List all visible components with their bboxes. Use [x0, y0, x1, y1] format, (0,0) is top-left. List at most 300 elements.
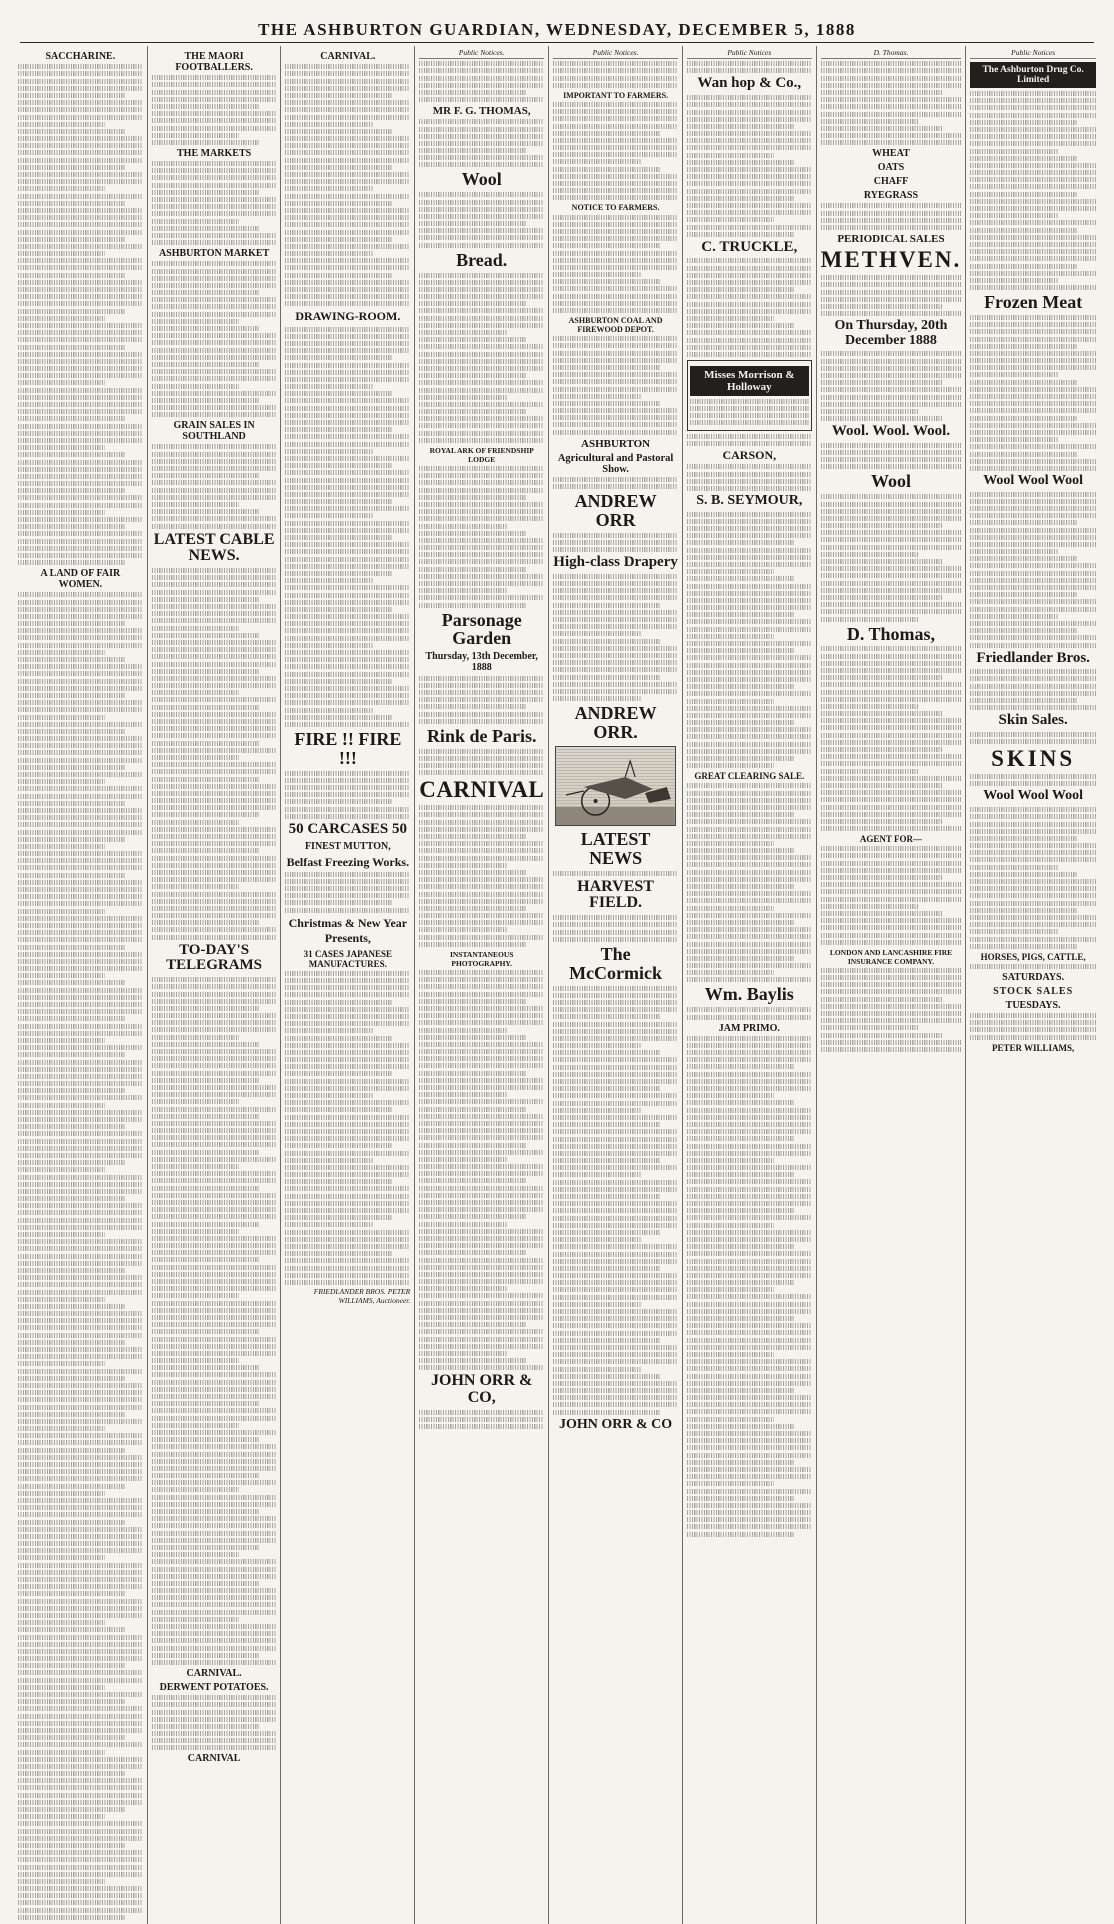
- ad-body: [419, 466, 544, 608]
- text-line: [419, 134, 544, 139]
- text-line: [687, 203, 812, 208]
- ad-body: [553, 215, 678, 313]
- text-line: [687, 898, 812, 903]
- text-line: [285, 79, 410, 84]
- text-line: [18, 179, 143, 184]
- text-line: [285, 585, 410, 590]
- text-line: [553, 660, 678, 665]
- text-line: [970, 739, 1096, 744]
- text-line: [821, 812, 962, 817]
- text-line: [419, 473, 544, 478]
- text-line: [687, 309, 812, 314]
- text-line: [152, 319, 239, 324]
- text-line: [687, 942, 812, 947]
- text-line: [18, 736, 143, 741]
- text-line: [821, 402, 962, 407]
- text-line: [152, 906, 277, 911]
- text-line: [18, 894, 143, 899]
- ad-heading: ASHBURTON COAL AND FIREWOOD DEPOT.: [568, 316, 663, 334]
- text-line: [285, 650, 410, 655]
- text-line: [553, 68, 678, 73]
- text-line: [152, 104, 259, 109]
- text-line: [152, 1380, 277, 1385]
- text-line: [285, 1136, 410, 1141]
- text-line: [821, 711, 942, 716]
- text-line: [970, 492, 1096, 497]
- text-line: [553, 1007, 678, 1012]
- text-line: [687, 68, 812, 73]
- text-line: [285, 814, 410, 819]
- text-line: [821, 366, 962, 371]
- column-6: [683, 46, 817, 1924]
- text-line: [687, 189, 812, 194]
- text-line: [18, 359, 143, 364]
- text-line: [553, 937, 678, 942]
- text-line: [18, 1649, 143, 1654]
- text-line: [687, 855, 812, 860]
- ad-heading: MR F. G. THOMAS,: [432, 105, 531, 118]
- text-line: [687, 1187, 812, 1192]
- text-line: [687, 323, 794, 328]
- ad-heading: LATEST NEWS: [580, 828, 651, 868]
- article-heading: SACCHARINE.: [45, 51, 116, 62]
- text-line: [18, 1153, 143, 1158]
- ad-heading: JOHN ORR & CO,: [431, 1372, 533, 1407]
- text-line: [285, 301, 410, 306]
- text-line: [419, 697, 544, 702]
- text-line: [18, 1383, 143, 1388]
- text-line: [970, 499, 1096, 504]
- text-line: [18, 1290, 143, 1295]
- text-line: [419, 1358, 527, 1363]
- ad-heading: The Ashburton Drug Co. Limited: [970, 62, 1096, 88]
- text-line: [285, 1129, 410, 1134]
- text-line: [18, 1354, 143, 1359]
- text-line: [687, 1381, 812, 1386]
- text-line: [553, 365, 660, 370]
- text-line: [152, 1229, 239, 1234]
- text-line: [419, 1258, 544, 1263]
- text-line: [687, 1086, 812, 1091]
- text-line: [553, 372, 678, 377]
- text-line: [687, 862, 812, 867]
- ad-heading: INSTANTANEOUS PHOTOGRAPHY.: [449, 949, 514, 968]
- text-line: [152, 362, 259, 367]
- text-line: [285, 1100, 410, 1105]
- text-line: [152, 892, 277, 897]
- text-line: [18, 1347, 143, 1352]
- text-line: [821, 494, 962, 499]
- text-line: [419, 1107, 527, 1112]
- text-line: [18, 945, 125, 950]
- text-line: [285, 158, 410, 163]
- text-line: [152, 495, 277, 500]
- text-line: [18, 93, 125, 98]
- text-line: [970, 98, 1096, 103]
- text-line: [821, 805, 962, 810]
- text-line: [285, 1057, 410, 1062]
- text-line: [152, 473, 259, 478]
- text-line: [152, 1695, 277, 1700]
- text-line: [152, 884, 239, 889]
- text-line: [687, 110, 812, 115]
- text-line: [18, 1182, 143, 1187]
- text-line: [18, 657, 125, 662]
- text-line: [285, 807, 410, 812]
- text-line: [152, 175, 277, 180]
- text-line: [285, 1071, 392, 1076]
- text-line: [970, 964, 1096, 969]
- text-line: [687, 266, 812, 271]
- text-line: [18, 865, 143, 870]
- text-line: [687, 434, 812, 439]
- text-line: [152, 524, 277, 529]
- text-line: [687, 1036, 812, 1041]
- text-line: [419, 1128, 544, 1133]
- text-line: [419, 595, 544, 600]
- text-line: [553, 595, 678, 600]
- text-line: [821, 545, 962, 550]
- text-line: [687, 555, 812, 560]
- text-line: [687, 598, 812, 603]
- text-line: [18, 930, 143, 935]
- text-line: [152, 690, 239, 695]
- text-line: [152, 452, 277, 457]
- text-line: [970, 513, 1096, 518]
- column-heading: Public Notices.: [419, 48, 544, 59]
- text-line: [18, 323, 143, 328]
- text-line: [152, 1423, 239, 1428]
- text-line: [687, 1496, 794, 1501]
- text-line: [18, 1541, 143, 1546]
- text-line: [18, 409, 143, 414]
- text-line: [687, 95, 812, 100]
- text-line: [687, 1165, 812, 1170]
- text-line: [18, 1261, 143, 1266]
- text-line: [18, 1426, 105, 1431]
- ad-body: [687, 258, 812, 356]
- text-line: [152, 762, 277, 767]
- text-line: [687, 330, 812, 335]
- text-line: [690, 413, 809, 418]
- text-line: [687, 641, 812, 646]
- text-line: [152, 1222, 259, 1227]
- text-line: [687, 479, 812, 484]
- text-line: [687, 1093, 774, 1098]
- text-line: [687, 1374, 812, 1379]
- text-line: [152, 1452, 277, 1457]
- text-line: [419, 559, 544, 564]
- text-line: [152, 805, 277, 810]
- text-line: [821, 290, 962, 295]
- text-line: [152, 1538, 277, 1543]
- text-line: [553, 1022, 678, 1027]
- text-line: [687, 963, 812, 968]
- text-line: [18, 1908, 143, 1913]
- text-line: [970, 621, 1096, 626]
- text-line: [18, 330, 143, 335]
- ad-body: [687, 61, 812, 73]
- text-line: [285, 391, 392, 396]
- column-heading: Public Notices: [970, 48, 1096, 59]
- text-line: [970, 1027, 1096, 1032]
- text-line: [419, 574, 544, 579]
- text-line: [970, 908, 1078, 913]
- text-line: [821, 559, 942, 564]
- text-line: [152, 269, 277, 274]
- ad-heading: Thursday, 13th December, 1888: [425, 651, 538, 674]
- text-line: [553, 1000, 678, 1005]
- text-line: [419, 228, 544, 233]
- text-line: [152, 1035, 239, 1040]
- text-line: [285, 265, 410, 270]
- text-line: [821, 661, 962, 666]
- text-line: [18, 1699, 125, 1704]
- text-line: [821, 581, 962, 586]
- text-line: [687, 699, 774, 704]
- text-line: [18, 643, 143, 648]
- text-line: [821, 203, 962, 208]
- text-line: [970, 163, 1096, 168]
- text-line: [553, 138, 678, 143]
- ad-heading: FIRE !! FIRE !!!: [294, 728, 402, 768]
- text-line: [970, 256, 1096, 261]
- text-line: [419, 359, 544, 364]
- text-line: [553, 279, 660, 284]
- text-line: [18, 129, 125, 134]
- text-line: [553, 387, 678, 392]
- text-line: [152, 297, 277, 302]
- text-line: [18, 1505, 143, 1510]
- text-line: [18, 531, 143, 536]
- text-line: [553, 109, 678, 114]
- text-line: [419, 892, 544, 897]
- ad-heading: PETER WILLIAMS,: [991, 1042, 1075, 1053]
- text-line: [152, 1444, 277, 1449]
- text-line: [553, 1395, 678, 1400]
- text-line: [687, 352, 812, 357]
- text-line: [152, 1020, 277, 1025]
- text-line: [419, 1099, 544, 1104]
- text-line: [419, 1337, 544, 1342]
- text-line: [970, 408, 1096, 413]
- signature: FRIEDLANDER BROS. PETER WILLIAMS, Auctioneer.: [313, 1287, 411, 1306]
- text-line: [18, 416, 125, 421]
- text-line: [152, 1150, 259, 1155]
- text-line: [970, 599, 1096, 604]
- text-line: [553, 159, 640, 164]
- text-line: [285, 150, 410, 155]
- text-line: [18, 758, 143, 763]
- text-line: [285, 442, 410, 447]
- text-line: [419, 502, 544, 507]
- text-line: [419, 588, 507, 593]
- text-line: [553, 1208, 678, 1213]
- text-line: [553, 1115, 678, 1120]
- text-line: [821, 373, 962, 378]
- text-line: [970, 578, 1096, 583]
- text-line: [553, 1144, 678, 1149]
- text-line: [419, 127, 544, 132]
- text-line: [285, 708, 372, 713]
- text-line: [152, 726, 277, 731]
- text-line: [821, 76, 962, 81]
- text-line: [553, 1302, 640, 1307]
- ad-heading: Friedlander Bros.: [976, 649, 1090, 666]
- text-line: [18, 1599, 143, 1604]
- text-line: [821, 740, 962, 745]
- text-line: [152, 784, 277, 789]
- text-line: [687, 819, 812, 824]
- text-line: [18, 265, 143, 270]
- text-line: [152, 992, 277, 997]
- text-line: [152, 575, 277, 580]
- text-line: [970, 387, 1096, 392]
- text-line: [687, 217, 774, 222]
- text-line: [553, 1374, 660, 1379]
- text-line: [419, 192, 544, 197]
- text-line: [285, 1115, 410, 1120]
- text-line: [419, 301, 527, 306]
- text-line: [419, 380, 544, 385]
- text-line: [687, 1201, 812, 1206]
- text-line: [553, 610, 678, 615]
- text-line: [419, 863, 507, 868]
- text-line: [553, 1050, 660, 1055]
- text-line: [970, 571, 1096, 576]
- text-line: [821, 875, 942, 880]
- text-line: [18, 1793, 143, 1798]
- text-line: [285, 384, 372, 389]
- article-body: [152, 261, 277, 417]
- text-line: [152, 1214, 277, 1219]
- text-line: [152, 1602, 277, 1607]
- text-line: [553, 379, 678, 384]
- text-line: [285, 377, 410, 382]
- text-line: [285, 251, 372, 256]
- text-line: [285, 258, 410, 263]
- text-line: [285, 593, 410, 598]
- text-line: [152, 1250, 277, 1255]
- text-line: [18, 1304, 125, 1309]
- text-line: [687, 734, 812, 739]
- text-line: [18, 165, 125, 170]
- ad-heading: Agricultural and Pastoral Show.: [557, 452, 674, 475]
- text-line: [553, 1036, 678, 1041]
- text-line: [821, 523, 942, 528]
- ad-heading: Wool Wool Wool: [983, 788, 1084, 804]
- text-line: [687, 548, 812, 553]
- text-line: [18, 765, 125, 770]
- ad-heading: Belfast Freezing Works.: [286, 854, 410, 869]
- ad-heading: S. B. SEYMOUR,: [696, 492, 803, 508]
- text-line: [18, 1462, 143, 1467]
- ad-heading: ASHBURTON: [581, 437, 651, 450]
- text-line: [152, 719, 277, 724]
- text-line: [821, 225, 962, 230]
- text-line: [553, 533, 678, 538]
- text-line: [18, 1606, 143, 1611]
- text-line: [687, 1100, 794, 1105]
- text-line: [970, 351, 1096, 356]
- text-line: [152, 204, 277, 209]
- text-line: [553, 1266, 660, 1271]
- text-line: [285, 578, 372, 583]
- text-line: [285, 348, 410, 353]
- text-line: [18, 592, 143, 597]
- text-line: [152, 870, 277, 875]
- text-line: [18, 107, 143, 112]
- text-line: [970, 628, 1078, 633]
- text-line: [18, 1067, 143, 1072]
- text-line: [687, 927, 812, 932]
- text-line: [690, 420, 809, 425]
- text-line: [821, 1047, 962, 1052]
- text-line: [152, 1745, 277, 1750]
- text-line: [419, 812, 544, 817]
- article-heading: THE MARKETS: [177, 147, 252, 159]
- text-line: [419, 1150, 544, 1155]
- text-line: [18, 524, 125, 529]
- text-line: [285, 908, 410, 913]
- text-line: [821, 602, 962, 607]
- text-line: [821, 351, 962, 356]
- text-line: [18, 301, 143, 306]
- text-line: [152, 1617, 239, 1622]
- text-line: [18, 452, 125, 457]
- text-line: [821, 68, 962, 73]
- text-line: [687, 1402, 812, 1407]
- text-line: [687, 977, 812, 982]
- text-line: [18, 1275, 143, 1280]
- ad-heading: Christmas & New Year Presents,: [288, 915, 408, 945]
- text-line: [821, 697, 962, 702]
- text-line: [285, 499, 392, 504]
- ad-body: [553, 871, 678, 876]
- text-line: [18, 822, 143, 827]
- text-line: [152, 1610, 277, 1615]
- text-line: [687, 706, 812, 711]
- text-line: [419, 352, 544, 357]
- ad-heading: CARSON,: [722, 447, 777, 462]
- ad-body: [687, 783, 812, 982]
- ad-heading: LONDON AND LANCASHIRE FIRE INSURANCE COMPANY.: [829, 947, 953, 966]
- text-line: [687, 1503, 812, 1508]
- text-line: [152, 240, 277, 245]
- ad-heading: HORSES, PIGS, CATTLE,: [980, 951, 1086, 962]
- text-line: [285, 1043, 410, 1048]
- text-line: [821, 925, 962, 930]
- text-line: [18, 560, 125, 565]
- ad-heading: Wool Wool Wool: [983, 472, 1084, 488]
- ad-body: [553, 915, 678, 942]
- text-line: [285, 86, 410, 91]
- text-line: [152, 1107, 277, 1112]
- text-line: [821, 989, 962, 994]
- text-line: [18, 1678, 143, 1683]
- text-line: [687, 827, 812, 832]
- text-line: [152, 820, 239, 825]
- text-line: [152, 863, 277, 868]
- text-line: [18, 880, 143, 885]
- text-line: [553, 258, 678, 263]
- text-line: [419, 1013, 544, 1018]
- text-line: [687, 1388, 794, 1393]
- text-line: [285, 194, 410, 199]
- text-line: [553, 1079, 678, 1084]
- text-line: [152, 304, 277, 309]
- text-line: [152, 1329, 259, 1334]
